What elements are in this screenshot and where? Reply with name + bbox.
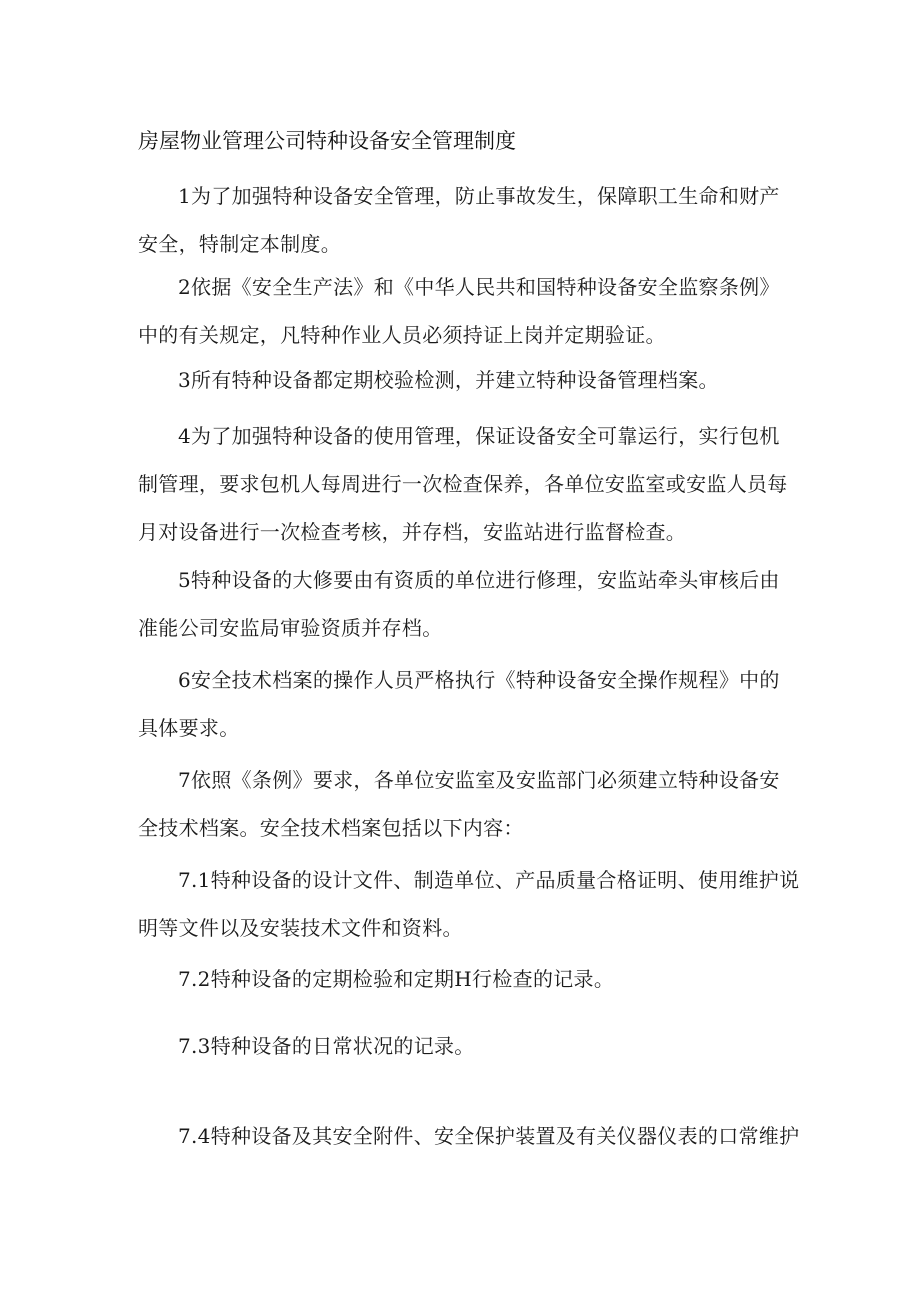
paragraph-7-2	[138, 955, 788, 1003]
paragraph-line: 制管理，要求包机人每周进行一次检查保养，各单位安监室或安监人员每	[138, 472, 788, 496]
paragraph-line: 1为了加强特种设备安全管理，防止事故发生，保障职工生命和财产	[178, 184, 780, 208]
paragraph-4	[138, 412, 788, 556]
paragraph-line: 安全，特制定本制度。	[138, 232, 341, 256]
document-title: 房屋物业管理公司特种设备安全管理制度	[138, 129, 516, 153]
paragraph-7-1	[138, 856, 800, 952]
paragraph-line: 月对设备进行一次检查考核，并存档，安监站进行监督检查。	[138, 520, 687, 544]
paragraph-line: 7.4特种设备及其安全附件、安全保护装置及有关仪器仪表的口常维护	[178, 1124, 800, 1148]
paragraph-7-4	[138, 1112, 800, 1160]
paragraph-line: 7.3特种设备的日常状况的记录。	[178, 1034, 475, 1058]
paragraph-line: 中的有关规定，凡特种作业人员必须持证上岗并定期验证。	[138, 323, 666, 347]
paragraph-line: 2依据《安全生产法》和《中华人民共和国特种设备安全监察条例》	[178, 275, 780, 299]
paragraph-1	[138, 172, 788, 268]
paragraph-6	[138, 656, 788, 752]
paragraph-line: 3所有特种设备都定期校验检测，并建立特种设备管理档案。	[178, 368, 719, 392]
paragraph-3	[138, 356, 788, 404]
paragraph-7	[138, 756, 788, 852]
paragraph-line: 7.2特种设备的定期检验和定期H行检查的记录。	[178, 967, 615, 991]
paragraph-line: 7.1特种设备的设计文件、制造单位、产品质量合格证明、使用维护说	[178, 868, 800, 892]
paragraph-line: 4为了加强特种设备的使用管理，保证设备安全可靠运行，实行包机	[178, 424, 780, 448]
paragraph-line: 5特种设备的大修要由有资质的单位进行修理，安监站牵头审核后由	[178, 568, 780, 592]
paragraph-line: 准能公司安监局审验资质并存档。	[138, 616, 443, 640]
paragraph-2	[138, 263, 788, 359]
paragraph-line: 全技术档案。安全技术档案包括以下内容：	[138, 816, 524, 840]
paragraph-5	[138, 556, 788, 652]
paragraph-line: 具体要求。	[138, 716, 240, 740]
paragraph-7-3	[138, 1022, 788, 1070]
paragraph-line: 7依照《条例》要求，各单位安监室及安监部门必须建立特种设备安	[178, 768, 780, 792]
paragraph-line: 明等文件以及安装技术文件和资料。	[138, 916, 463, 940]
paragraph-line: 6安全技术档案的操作人员严格执行《特种设备安全操作规程》中的	[178, 668, 780, 692]
